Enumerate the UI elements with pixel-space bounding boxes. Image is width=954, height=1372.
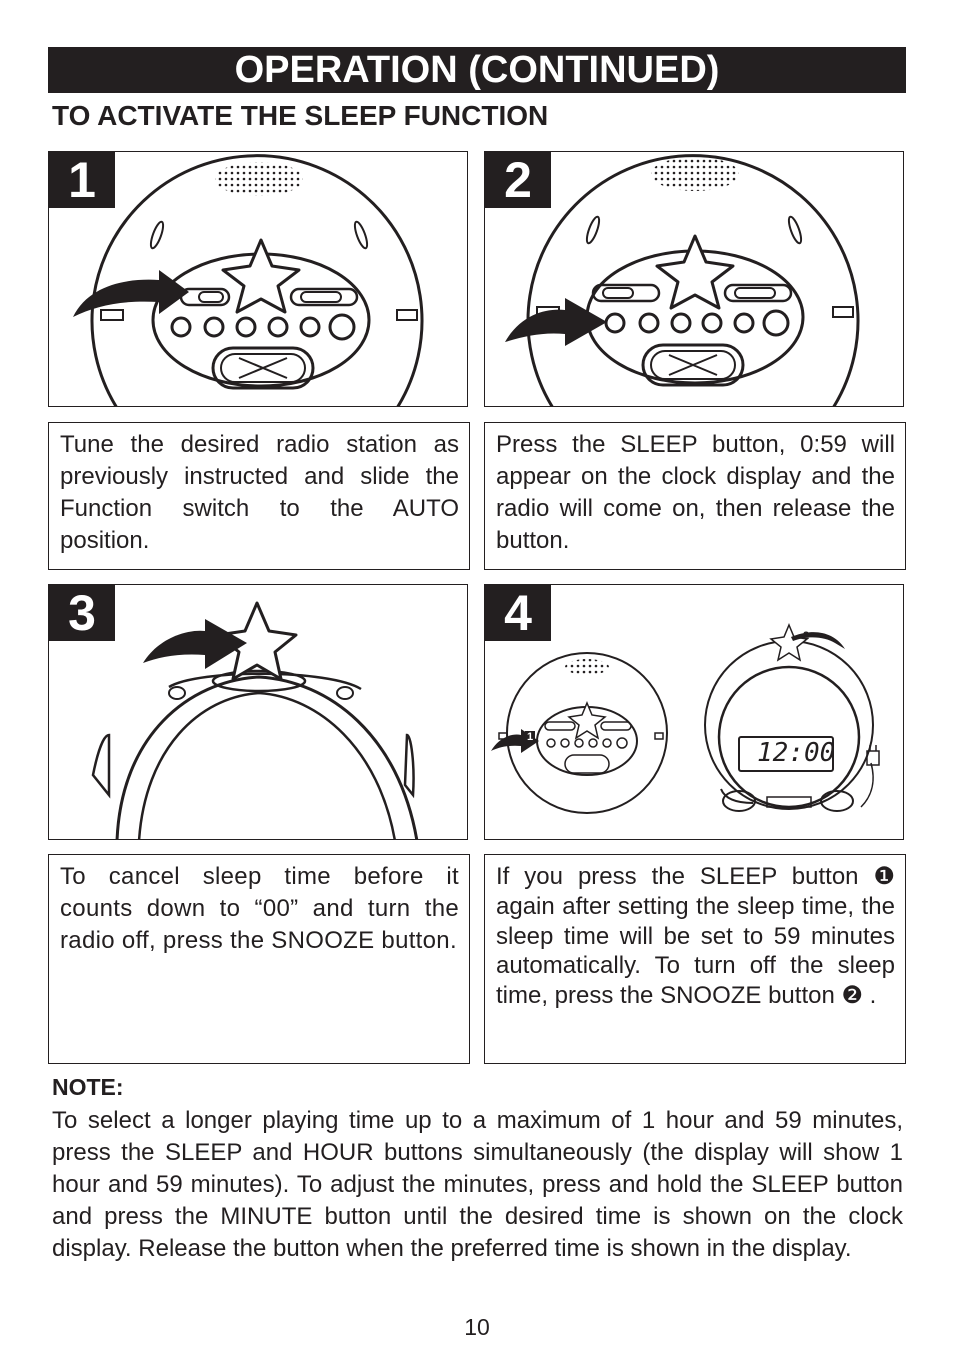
note-body: To select a longer playing time up to a maximum of 1 hour and 59 minutes, press the SLEEP and HOUR buttons simultaneously (the display will show 1 hour and 59 minutes). To adjust the minutes, press and hold the SLEEP button and press the MINUTE button until the desired time is shown on the clock display. Release the button when the preferred time is shown in the display.	[52, 1107, 903, 1262]
step-1-illustration	[48, 151, 468, 407]
step-1-text: Tune the desired radio station as previously instructed and slide the Function switch to the AUTO position.	[48, 422, 470, 570]
note-heading: NOTE:	[52, 1074, 124, 1100]
page-number: 10	[464, 1314, 490, 1340]
step-1-number: 1	[49, 152, 115, 208]
section-heading: TO ACTIVATE THE SLEEP FUNCTION	[52, 100, 549, 131]
page-title: OPERATION (CONTINUED)	[48, 47, 906, 93]
step-2-text: Press the SLEEP button, 0:59 will appear on the clock display and the radio will come on, then release the button.	[484, 422, 906, 570]
step-3-number: 3	[49, 585, 115, 641]
callout-2-label: 2	[803, 630, 810, 642]
step-4-number: 4	[485, 585, 551, 641]
clock-display-readout: 12:00	[757, 738, 836, 768]
step-2-illustration	[484, 151, 904, 407]
callout-1-label: 1	[527, 731, 534, 743]
step-4-text: If you press the SLEEP button ❶ again after setting the sleep time, the sleep time will be set to 59 minutes automatically. To turn off the sleep time, press the SNOOZE button ❷ .	[484, 854, 906, 1064]
step-2-number: 2	[485, 152, 551, 208]
step-3-illustration	[48, 584, 468, 840]
step-3-text: To cancel sleep time before it counts down to “00” and turn the radio off, press the SNOOZE button.	[48, 854, 470, 1064]
step-4-illustration	[484, 584, 904, 840]
